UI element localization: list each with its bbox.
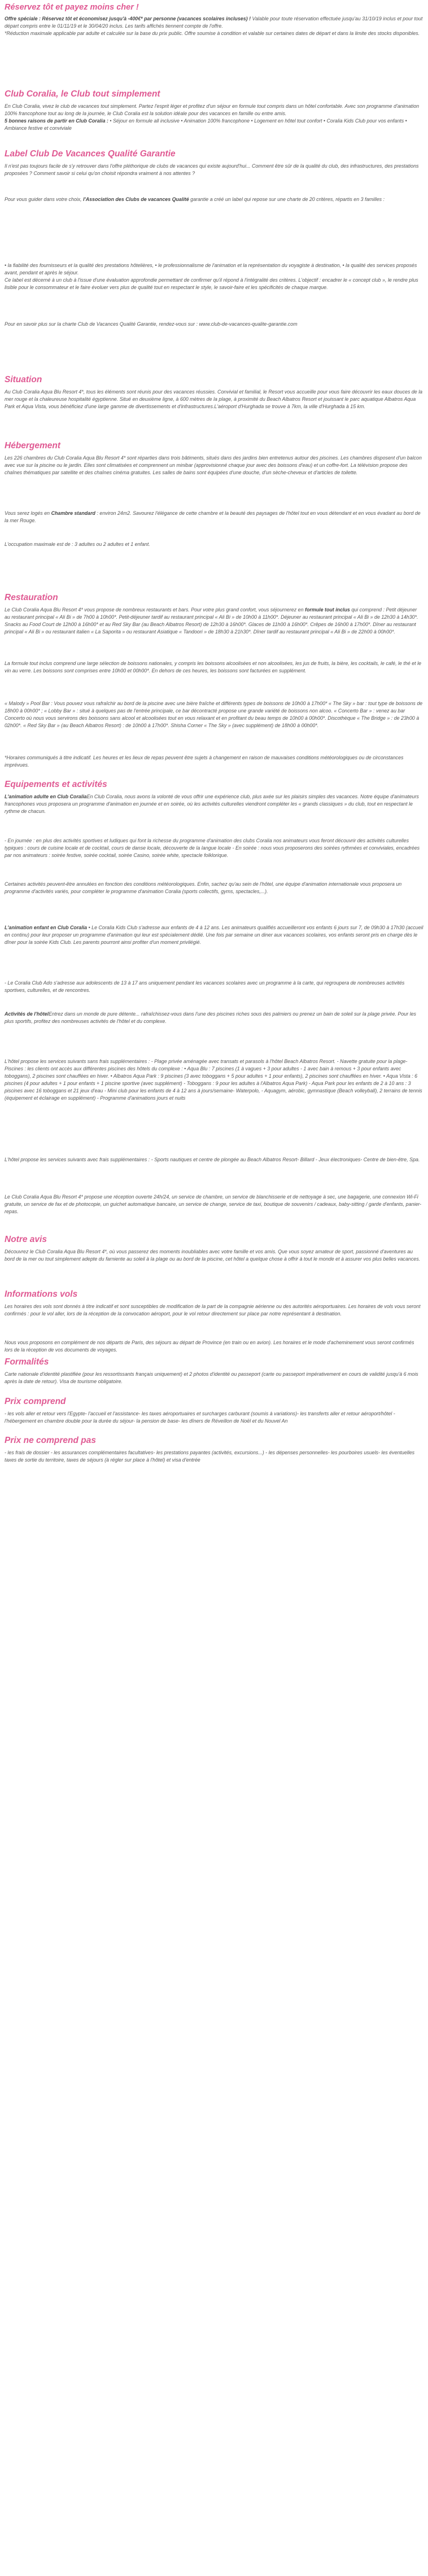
label-paragraph-2	[5, 196, 423, 203]
room-type: Chambre standard	[51, 510, 95, 516]
equipements-title: Equipements et activités	[5, 780, 107, 789]
equipements-paragraph-2: - En journée : en plus des activités sportives et ludiques qui font la richesse du programme d'animation des clubs Coralia nos animateurs vous feront découvrir des activités culturelles typiques : cours de cuisine locale et de cocktail, cours de danse locale, découverte de la langue locale - En soirée : nous vous proposerons des soirées rythmées et conviviales, encadrées par nos animateurs : soirée festive, soirée cocktail, soirée Casino, soirée white, spectacle folklorique.	[5, 838, 420, 858]
equipements-paragraph-4	[5, 924, 423, 946]
hotel-activities-text: Entrez dans un monde de pure détente... rafraîchissez-vous dans l'une des piscines riches sous des palmiers ou prenez un bain de soleil sur la plage privée. Pour les plus sportifs, profitez des nombreuses activités de l'hôtel et du complexe.	[5, 1011, 416, 1024]
label-paragraph-2-end: garantie a créé un label qui repose sur une charte de 20 critères, répartis en 3 familles :	[189, 196, 385, 202]
ne-comprend-paragraph: - les frais de dossier - les assurances complémentaires facultatives- les prestations payantes (activités, excursions...) - les dépenses personnelles- les pourboires usuels- les éventuelles taxes de sortie du territoire, taxes de séjours (à régler sur place à l'hôtel) et visa d'entrée	[5, 1450, 415, 1463]
label-paragraph-5: Pour en savoir plus sur la charte Club de Vacances Qualité Garantie, rendez-vous sur : www.club-de-vacances-qualite-garantie.com	[5, 321, 298, 327]
label-title: Label Club De Vacances Qualité Garantie	[5, 149, 176, 159]
offer-label: Offre spéciale : Réservez tôt et économisez jusqu'à -400€* par personne (vacances scolaires incluses) !	[5, 16, 251, 21]
restauration-paragraph-2: La formule tout inclus comprend une large sélection de boissons nationales, y compris les boissons alcoolisées et non alcoolisées, les jus de fruits, la bière, les cocktails, le café, le thé et le vin au verre. Les boissons sont comprises entre 10h00 et 00h00*. En dehors de ces heures, les boissons sont facturées en supplément.	[5, 661, 422, 673]
hebergement-paragraph-2-end: : environ 24m2. Savourez l'élégance de cette chambre et la beauté des paysages de l'hôtel tout en vous détendant et en vous évadant au bord de la mer Rouge.	[5, 510, 421, 523]
restauration-paragraph-3: « Malody » Pool Bar : Vous pouvez vous rafraîchir au bord de la piscine avec une bière fraîche et différents types de boissons de 10h00 à 17h00* « The Sky » bar : tout type de boissons de 18h00 à 00h00* ; « Lobby Bar » : situé à quelques pas de l'entrée principale, ce bar décontracté propose une grande variété de boissons non alcoo. « Concerto Bar » : venez au bar Concerto où nous vous servirons des boissons sans alcool et alcoolisées tout en vous relaxant et en profitant du beau temps de 10h00 à 00h00*. Discothèque « The Bridge » : de 23h00 à 02h00*. « Red Sky Bar » (au Beach Albatros Resort) : de 10h00 à 17h00*. Shisha Corner « The Sky » (avec supplément) de 18h00 à 00h00*.	[5, 701, 423, 728]
equipements-paragraph-3: Certaines activités peuvent-être annulées en fonction des conditions météorologiques. Enfin, sachez qu'au sein de l'hôtel, une équipe d'animation internationale vous proposera un programme d'activités variés, pour compléter le programme d'animation Coralia (sports collectifs, gyms, spectacles,...).	[5, 881, 402, 894]
label-paragraph-2-start: Pour vous guider dans votre choix,	[5, 196, 84, 202]
club-title: Club Coralia, le Club tout simplement	[5, 89, 160, 99]
restauration-paragraph-1-end: qui comprend : Petit déjeuner au restaurant principal « Ali Bi » de 7h00 à 10h00*. Petit-déjeuner tardif au restaurant principal « Ali Bi » de 10h00 à 11h00*. Déjeuner au restaurant principal « Ali Bi » de 12h30 à 14h30*. Snacks au Food Court de 12h00 à 16h00* et au Red Sky Bar (au Beach Albatros Resort) de 12h30 à 16h00*. Glaces de 11h00 à 16h00*. Crêpes de 16h00 à 17h00*. Dîner au restaurant principal « Ali Bi » ou restaurant italien « La Saporita » ou restaurant Asiatique « Tandoori » de 18h30 à 21h30*. Dîner tardif au restaurant principal « Ali Bi » de 22h00 à 00h00*.	[5, 607, 418, 635]
restauration-paragraph-4: *Horaires communiqués à titre indicatif. Les heures et les lieux de repas peuvent être sujets à changement en raison de mauvaises conditions météorologiques ou de circonstances imprévues.	[5, 755, 404, 768]
infos-title: Informations vols	[5, 1289, 78, 1299]
label-association: l'Association des Clubs de vacances Qualité	[83, 196, 189, 202]
infos-paragraph-2: Nous vous proposons en complément de nos départs de Paris, des séjours au départ de Province (en train ou en avion). Les horaires et le mode d'acheminement vous seront confirmés lors de la réception de vos documents de voyages.	[5, 1340, 414, 1353]
intro-text	[5, 15, 423, 37]
occupancy-text: L'occupation maximale est de : 3 adultes ou 2 adultes et 1 enfant.	[5, 541, 150, 547]
all-inclusive-label: formule tout inclus	[304, 607, 350, 613]
equipements-paragraph-1	[5, 793, 423, 815]
kids-animation-text: • Le Coralia Kids Club s'adresse aux enfants de 4 à 12 ans. Les animateurs qualifiés accueilleront vos enfants 6 jours sur 7, de 09h30 à 17h30 (accueil en continu) pour leur proposer un programme d'animation qui leur est spécialement dédié. Une fois par semaine un diner aux vacances scolaires, vos enfants seront pris en charge dès le dîner pour la soirée Kids Club. Les parents pourront ainsi profiter d'un moment privilégié.	[5, 925, 423, 945]
restauration-paragraph-1	[5, 606, 423, 636]
situation-paragraph: Au Club Coralia Aqua Blu Resort 4*, tous les éléments sont réunis pour des vacances réussies. Convivial et familial, le Resort vous accueille pour vous faire découvrir les eaux douces de la mer rouge et la chaleureuse hospitalité égyptienne. Situé en deuxième ligne, à 600 mètres de la plage, à proximité du Beach Albatros Resort et jouissant le parc aquatique Albatros Aqua Park et Aqua Vista, vous bénéficiez d'une large gamme de divertissements et d'infrastructures.L'aéroport d'Hurghada se trouve à 7km, la ville d'Hurghada à 15 km.	[5, 389, 423, 409]
label-paragraph-3: • la fiabilité des fournisseurs et la qualité des prestations hôtelières, • le professionnalisme de l'animation et la représentation du voyagiste à destination, • la qualité des services proposés avant, pendant et après le séjour.	[5, 263, 417, 275]
club-reasons-label: 5 bonnes raisons de partir en Club Coralia :	[5, 118, 108, 124]
formalites-title: Formalités	[5, 1357, 49, 1367]
equipements-paragraph-5: - Le Coralia Club Ado s'adresse aux adolescents de 13 à 17 ans uniquement pendant les vacances scolaires avec un programme à la carte, qui regroupera de nombreuses activités sportives, culturelles, et de rencontres.	[5, 980, 405, 993]
club-reasons: • Séjour en formule all inclusive • Animation 100% francophone • Logement en hôtel tout confort • Coralia Kids Club pour vos enfants • Ambiance festive et conviviale	[5, 118, 407, 131]
avis-paragraph: Découvrez le Club Coralia Aqua Blu Resort 4*, où vous passerez des moments inoubliables avec votre famille et vos amis. Que vous soyez amateur de sport, passionné d'aventures au bord de la mer ou tout simplement adepte du farniente au soleil à la plage ou au bord de la piscine, cet hôtel a quelque chose à offrir à tout le monde et à assurer vos plus belles vacances.	[5, 1249, 421, 1262]
club-paragraph-1: En Club Coralia, vivez le club de vacances tout simplement. Partez l'esprit léger et profitez d'un séjour en formule tout compris dans un hôtel confortable. Avec son programme d'animation 100% francophone tout au long de la journée, le Club Coralia est la solution idéale pour des vacances en famille ou entre amis.	[5, 103, 420, 116]
label-criteria	[5, 262, 423, 291]
restauration-paragraph-1-start: Le Club Coralia Aqua Blu Resort 4* vous propose de nombreux restaurants et bars. Pour votre plus grand confort, vous séjournerez en	[5, 607, 305, 613]
equipements-paragraph-8: L'hôtel propose les services suivants avec frais supplémentaires : - Sports nautiques et centre de plongée au Beach Albatros Resort- Billard - Jeux électroniques- Centre de bien-être, Spa.	[5, 1157, 420, 1162]
hebergement-paragraph-2	[5, 510, 423, 524]
restauration-title: Restauration	[5, 593, 58, 602]
hotel-activities-label: Activités de l'hôtel	[5, 1011, 49, 1017]
label-paragraph-1: Il n'est pas toujours facile de s'y retrouver dans l'offre pléthorique de clubs de vacances qui existe aujourd'hui... Comment être sûr de la qualité du club, des infrastructures, des prestations proposées ? Comment savoir si celui qu'on choisit répondra vraiment à nos attentes ?	[5, 163, 419, 176]
equipements-paragraph-7: L'hôtel propose les services suivants sans frais supplémentaires : - Plage privée aménagée avec transats et parasols à l'hôtel Beach Albatros Resort. - Navette gratuite pour la plage- Piscines : les clients ont accès aux différentes piscines des hôtels du complexe : • Aqua Blu : 7 piscines (1 à vagues + 3 pour adultes - 1 avec bain à remous + 3 pour enfants avec toboggans), 2 piscines sont chauffées en hiver. • Albatros Aqua Park : 9 piscines (3 avec toboggans + 5 pour adultes + 1 pour enfants), 2 piscines sont chauffées en hiver. • Aqua Vista : 6 piscines (4 pour adultes + 1 pour enfants + 1 piscine sportive (avec supplément) - Toboggans : 9 pour les adultes à l'Albatros Aqua Park) - Aqua Park pour les enfants de 2 à 10 ans : 3 piscines avec 16 toboggans et 21 jeux d'eau - Mini club pour les enfants de 4 à 12 ans à jours/semaine- Waterpolo, - Aquagym, aérobic, gymnastique (Beach volleyball), 2 terrains de tennis (équipement et éclairage en supplément) - Programme d'animations jours et nuits	[5, 1059, 422, 1101]
hebergement-paragraph-1: Les 226 chambres du Club Coralia Aqua Blu Resort 4* sont réparties dans trois bâtiments, situés dans des jardins bien entretenus autour des piscines. Les chambres disposent d'un balcon avec vue sur la piscine ou le jardin. Elles sont climatisées et comprennent un minibar (approvisionné chaque jour avec des boissons d'eau) et un coffre-fort. La télévision propose des chaînes thématiques par satellite et des chaînes cinéma gratuites. Les salles de bains sont équipées d'une douche, d'un sèche-cheveux et d'articles de toilette.	[5, 455, 422, 475]
kids-animation-label: L'animation enfant en Club Coralia	[5, 925, 88, 930]
club-text	[5, 103, 423, 132]
offer-note: *Réduction maximale applicable par adulte et calculée sur la base du prix public. Offre soumise à condition et valable sur certaines dates de départ et dans la limite des stocks disponibles.	[5, 30, 420, 36]
offer-text: Valable pour toute réservation effectuée jusqu'au 31/10/19 inclus et pour tout départ compris entre le 01/11/19 et le 30/04/20 inclus. Les tarifs affichés tiennent compte de l'offre.	[5, 16, 423, 29]
offer-paragraph	[5, 15, 423, 30]
adult-animation-text: En Club Coralia, nous avons la volonté de vous offrir une expérience club, plus axée sur les plaisirs simples des vacances. Notre équipe d'animateurs francophones vous proposera un programme d'animation en journée et en soirée, où les activités culturelles viendront compléter les « grands classiques » du club, tout en respectant le rythme de chacun.	[5, 794, 419, 814]
ne-comprend-title: Prix ne comprend pas	[5, 1436, 96, 1445]
avis-title: Notre avis	[5, 1235, 47, 1244]
comprend-paragraph: - les vols aller et retour vers l'Egypte- l'accueil et l'assistance- les taxes aéroportuaires et surcharges carburant (soumis à variations)- les transferts aller et retour aéroport/hôtel - l'hébergement en chambre double pour la durée du séjour- la pension de base- les dîners de Réveillon de Noël et du Nouvel An	[5, 1411, 395, 1424]
hebergement-paragraph-2-start: Vous serez logés en	[5, 510, 51, 516]
label-paragraph-4: Ce label est décerné à un club à l'issue d'une évaluation approfondie permettant de confirmer qu'il répond à l'intégralité des critères. L'objectif : encadrer le « concept club », le rendre plus lisible pour le consommateur et le faire évoluer vers plus de qualité tout en respectant le style, le savoir-faire et les spécificités de chaque marque.	[5, 277, 418, 290]
equipements-paragraph-9: Le Club Coralia Aqua Blu Resort 4* propose une réception ouverte 24h/24, un service de chambre, un service de blanchisserie et de nettoyage à sec, une bagagerie, une connexion Wi-Fi gratuite, un service de fax et de photocopie, un guichet automatique bancaire, un service de change, service de taxi, boutique de souvenirs / cadeaux, baby-sitting / garde d'enfants, panier-repas.	[5, 1194, 422, 1214]
intro-title: Réservez tôt et payez moins cher !	[5, 3, 139, 12]
club-paragraph-2	[5, 117, 423, 132]
formalites-paragraph: Carte nationale d'identité plastifiée (pour les ressortissants français uniquement) et 2 photos d'identité ou passeport (carte ou passeport impérativement en cours de validité jusqu'à 6 mois après la date de retour). Visa de tourisme obligatoire.	[5, 1371, 418, 1384]
situation-title: Situation	[5, 375, 42, 384]
adult-animation-label: L'animation adulte en Club Coralia	[5, 794, 87, 799]
equipements-paragraph-6	[5, 1011, 423, 1025]
comprend-title: Prix comprend	[5, 1397, 66, 1406]
infos-paragraph-1: Les horaires des vols sont donnés à titre indicatif et sont susceptibles de modification de la part de la compagnie aérienne ou des autorités aéroportuaires. Les horaires de vols vous seront confirmés : pour le vol aller, lors de la réception de la convocation aéroport, pour le vol retour directement sur place par notre représentant à destination.	[5, 1304, 421, 1317]
hebergement-title: Hébergement	[5, 441, 61, 451]
